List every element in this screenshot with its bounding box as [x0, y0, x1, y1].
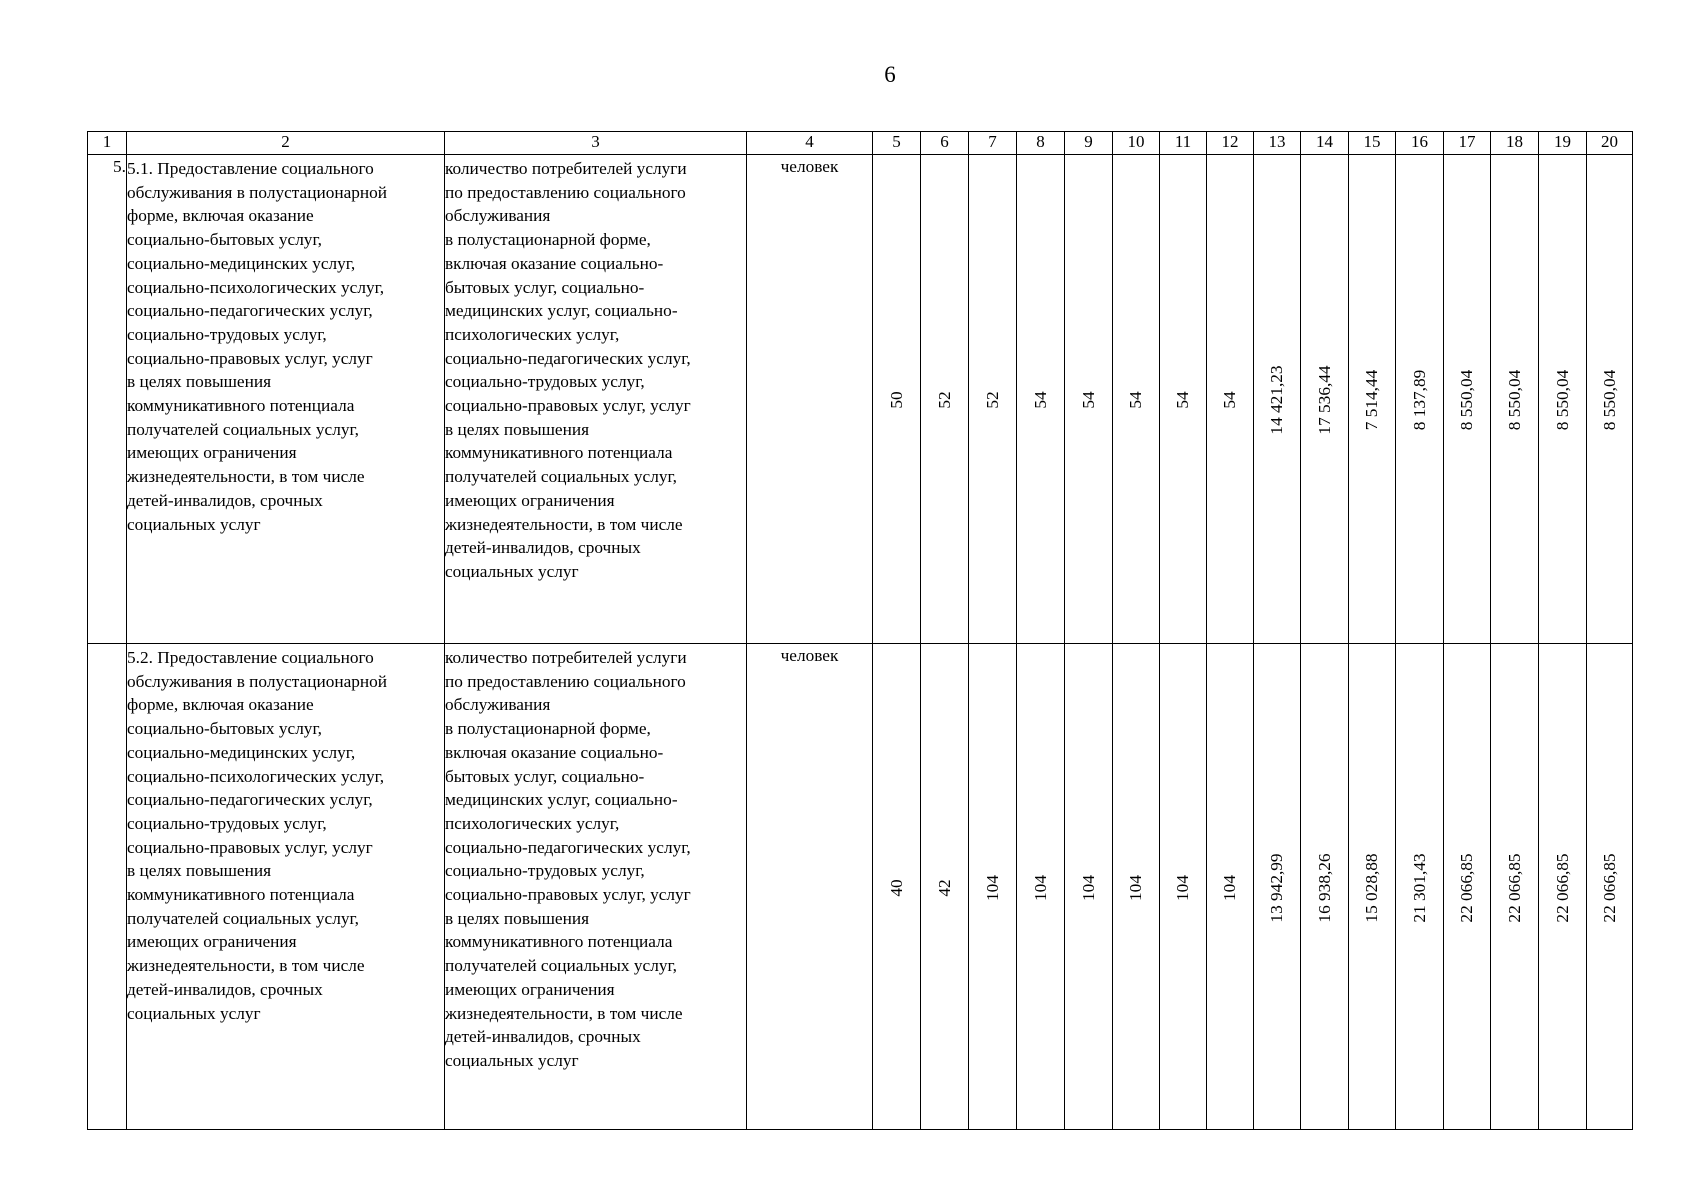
page-number: 6 — [884, 62, 896, 87]
value-cell-col-17 — [1444, 644, 1491, 1130]
value-cell-col-6 — [921, 644, 969, 1130]
header-cell-18: 18 — [1491, 132, 1539, 155]
value-text: 50 — [886, 391, 906, 409]
row-number-cell: 5. — [88, 155, 127, 644]
value-text: 52 — [934, 391, 954, 409]
value-cell-col-7 — [969, 155, 1017, 644]
value-cell-col-11 — [1160, 155, 1207, 644]
value-text: 104 — [982, 875, 1002, 901]
data-table — [87, 131, 1633, 1130]
header-cell-4: 4 — [747, 132, 873, 155]
value-cell-col-17 — [1444, 155, 1491, 644]
service-name-cell — [127, 644, 445, 1130]
value-text: 52 — [982, 391, 1002, 409]
value-text: 54 — [1126, 391, 1145, 409]
value-cell-col-20 — [1587, 644, 1633, 1130]
value-text: 54 — [1220, 391, 1239, 409]
value-cell-col-11 — [1160, 644, 1207, 1130]
table-row — [88, 155, 1633, 644]
service-name-cell — [127, 155, 445, 644]
value-cell-col-19 — [1539, 155, 1587, 644]
value-cell-col-12 — [1207, 644, 1254, 1130]
value-cell-col-8 — [1017, 644, 1065, 1130]
value-text: 13 942,99 — [1267, 853, 1286, 923]
indicator-text: количество потребителей услуги по предоставлению социального обслуживания в полустационарной форме, включая оказание социально- бытовых услуг, социально- медицинских услуг, социально- психологических услуг, социально-педагогических услуг, социально-трудовых услуг, социально-правовых услуг, услуг в целях повышения коммуникативного потенциала получателей социальных услуг, имеющих ограничения жизнедеятельности, в том числе детей-инвалидов, срочных социальных услуг — [445, 159, 691, 581]
value-text: 21 301,43 — [1409, 853, 1429, 923]
value-text: 16 938,26 — [1314, 853, 1334, 923]
value-cell-col-10 — [1113, 644, 1160, 1130]
value-cell-col-15 — [1349, 644, 1396, 1130]
unit-cell: человек — [747, 644, 873, 1130]
table-header-row — [88, 132, 1633, 155]
value-cell-col-16 — [1396, 644, 1444, 1130]
header-cell-13: 13 — [1254, 132, 1301, 155]
value-text: 22 066,85 — [1504, 853, 1524, 923]
header-cell-5: 5 — [873, 132, 921, 155]
header-cell-15: 15 — [1349, 132, 1396, 155]
header-cell-20: 20 — [1587, 132, 1633, 155]
value-cell-col-14 — [1301, 644, 1349, 1130]
header-cell-1: 1 — [88, 132, 127, 155]
table-row — [88, 644, 1633, 1130]
value-text: 8 550,04 — [1457, 369, 1476, 431]
value-text: 15 028,88 — [1362, 853, 1381, 923]
value-cell-col-12 — [1207, 155, 1254, 644]
service-name-text: 5.2. Предоставление социального обслуживания в полустационарной форме, включая оказание социально-бытовых услуг, социально-медицинских услуг, социально-психологических услуг, социально-педагогических услуг, социально-трудовых услуг, социально-правовых услуг, услуг в целях повышения коммуникативного потенциала получателей социальных услуг, имеющих ограничения жизнедеятельности, в том числе детей-инвалидов, срочных социальных услуг — [127, 648, 388, 1023]
value-cell-col-15 — [1349, 155, 1396, 644]
value-text: 104 — [1078, 875, 1098, 901]
value-text: 8 550,04 — [1504, 369, 1524, 431]
value-text: 54 — [1030, 391, 1050, 409]
indicator-cell — [445, 644, 747, 1130]
header-cell-2: 2 — [127, 132, 445, 155]
header-cell-9: 9 — [1065, 132, 1113, 155]
value-cell-col-20 — [1587, 155, 1633, 644]
value-cell-col-7 — [969, 644, 1017, 1130]
value-text: 54 — [1173, 391, 1192, 409]
value-text: 22 066,85 — [1599, 853, 1619, 923]
value-cell-col-9 — [1065, 155, 1113, 644]
value-cell-col-16 — [1396, 155, 1444, 644]
value-cell-col-6 — [921, 155, 969, 644]
value-text: 104 — [1030, 875, 1050, 901]
value-text: 17 536,44 — [1314, 365, 1334, 435]
value-text: 104 — [1173, 875, 1192, 901]
value-cell-col-18 — [1491, 644, 1539, 1130]
value-text: 22 066,85 — [1552, 853, 1572, 923]
row-number-cell — [88, 644, 127, 1130]
header-cell-11: 11 — [1160, 132, 1207, 155]
value-text: 14 421,23 — [1267, 365, 1286, 435]
header-cell-3: 3 — [445, 132, 747, 155]
value-text: 104 — [1126, 875, 1145, 901]
header-cell-10: 10 — [1113, 132, 1160, 155]
value-text: 8 550,04 — [1552, 369, 1572, 431]
value-text: 40 — [886, 879, 906, 897]
value-text: 8 137,89 — [1409, 369, 1429, 431]
header-cell-14: 14 — [1301, 132, 1349, 155]
unit-cell: человек — [747, 155, 873, 644]
header-cell-7: 7 — [969, 132, 1017, 155]
header-cell-17: 17 — [1444, 132, 1491, 155]
value-cell-col-5 — [873, 155, 921, 644]
value-cell-col-5 — [873, 644, 921, 1130]
service-name-text: 5.1. Предоставление социального обслуживания в полустационарной форме, включая оказание социально-бытовых услуг, социально-медицинских услуг, социально-психологических услуг, социально-педагогических услуг, социально-трудовых услуг, социально-правовых услуг, услуг в целях повышения коммуникативного потенциала получателей социальных услуг, имеющих ограничения жизнедеятельности, в том числе детей-инвалидов, срочных социальных услуг — [127, 159, 388, 534]
value-text: 22 066,85 — [1457, 853, 1476, 923]
value-cell-col-19 — [1539, 644, 1587, 1130]
value-cell-col-14 — [1301, 155, 1349, 644]
value-text: 7 514,44 — [1362, 369, 1381, 431]
value-cell-col-8 — [1017, 155, 1065, 644]
header-cell-8: 8 — [1017, 132, 1065, 155]
value-cell-col-13 — [1254, 644, 1301, 1130]
header-cell-12: 12 — [1207, 132, 1254, 155]
value-cell-col-13 — [1254, 155, 1301, 644]
header-cell-6: 6 — [921, 132, 969, 155]
value-text: 54 — [1078, 391, 1098, 409]
indicator-cell — [445, 155, 747, 644]
indicator-text: количество потребителей услуги по предоставлению социального обслуживания в полустационарной форме, включая оказание социально- бытовых услуг, социально- медицинских услуг, социально- психологических услуг, социально-педагогических услуг, социально-трудовых услуг, социально-правовых услуг, услуг в целях повышения коммуникативного потенциала получателей социальных услуг, имеющих ограничения жизнедеятельности, в том числе детей-инвалидов, срочных социальных услуг — [445, 648, 691, 1070]
value-cell-col-9 — [1065, 644, 1113, 1130]
header-cell-19: 19 — [1539, 132, 1587, 155]
value-text: 8 550,04 — [1599, 369, 1619, 431]
value-cell-col-18 — [1491, 155, 1539, 644]
value-cell-col-10 — [1113, 155, 1160, 644]
value-text: 42 — [934, 879, 954, 897]
value-text: 104 — [1220, 875, 1239, 901]
header-cell-16: 16 — [1396, 132, 1444, 155]
